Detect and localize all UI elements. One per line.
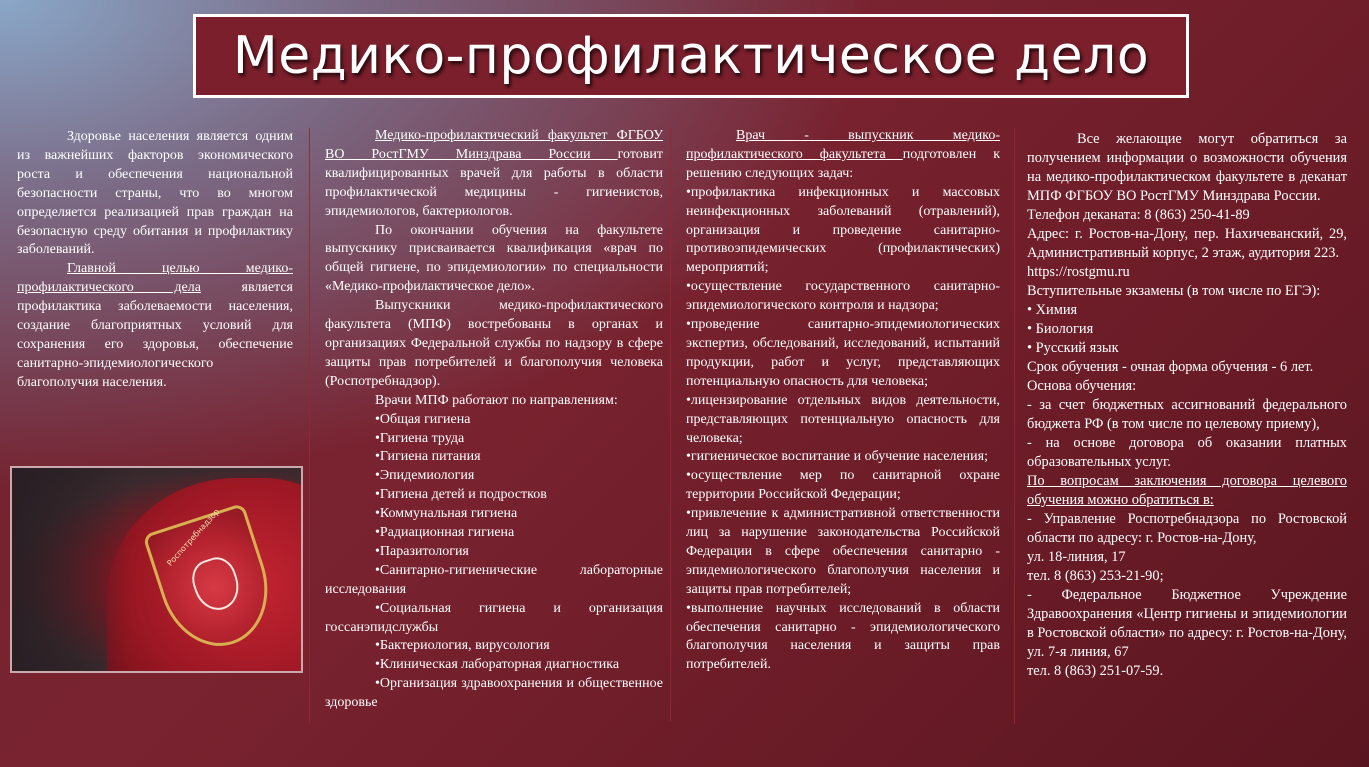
- basis-heading: Основа обучения:: [1027, 378, 1137, 394]
- task-item: •привлечение к административной ответственности лиц за нарушение законодательства Российской Федерации в сфере обеспечения санитарно - эпидемиологического благополучия населения и защиты прав потребителей;: [686, 506, 1000, 597]
- title-banner: [193, 14, 1189, 98]
- column-divider: [1014, 128, 1015, 724]
- graduate-title: Врач - выпускник медико-профилактического факультета: [686, 128, 1000, 162]
- direction-item: •Организация здравоохранения и общественное здоровье: [325, 676, 663, 711]
- page-title: Медико-профилактическое дело: [232, 26, 1150, 86]
- tasks-intro: [686, 127, 1000, 184]
- photo-shadow: [12, 468, 132, 673]
- contact-intro: Все желающие могут обратиться за получением информации о возможности обучения на медико-профилактическом факультете в деканат МПФ ФГБОУ ВО РостГМУ Минздрава России.: [1027, 131, 1347, 204]
- org1-name: - Управление Роспотребнадзора по Ростовской области по адресу: г. Ростов-на-Дону,: [1027, 511, 1347, 546]
- direction-item: •Гигиена труда: [375, 430, 465, 446]
- direction-item: •Радиационная гигиена: [375, 525, 515, 541]
- direction-item: •Общая гигиена: [375, 411, 471, 427]
- column-tasks: [686, 127, 1000, 675]
- target-training-heading: По вопросам заключения договора целевого обучения можно обратиться в:: [1027, 473, 1347, 508]
- basis-paid: - на основе договора об оказании платных образовательных услуг.: [1027, 435, 1347, 470]
- column-contacts: [1027, 130, 1347, 681]
- dean-address: Адрес: г. Ростов-на-Дону, пер. Нахичеванский, 29, Административный корпус, 2 этаж, аудитория 223.: [1027, 226, 1347, 261]
- exams-heading: Вступительные экзамены (в том числе по ЕГЭ):: [1027, 283, 1321, 299]
- intro-paragraph: Здоровье населения является одним из важнейших факторов экономического роста и обеспечения национальной безопасности страны, что во многом определяется реализацией прав граждан на безопасную среду обитания и профилактику заболеваний.: [17, 129, 293, 258]
- task-item: •лицензирование отдельных видов деятельности, представляющих потенциальную опасность для человека;: [686, 392, 1000, 446]
- qualification-paragraph: По окончании обучения на факультете выпускнику присваивается квалификация «врач по общей гигиене, по эпидемиологии» по специальности «Медико-профилактическое дело».: [325, 222, 663, 295]
- column-divider: [309, 128, 310, 724]
- dean-phone: Телефон деканата: 8 (863) 250-41-89: [1027, 207, 1250, 223]
- task-item: •гигиеническое воспитание и обучение населения;: [686, 449, 988, 465]
- column-intro: [17, 128, 293, 393]
- direction-item: •Социальная гигиена и организация госсанэпидслужбы: [325, 600, 663, 635]
- faculty-paragraph: [325, 127, 663, 222]
- column-faculty: [325, 127, 663, 713]
- column-divider: [670, 128, 671, 721]
- task-item: •профилактика инфекционных и массовых неинфекционных заболеваний (отравлений), организация и проведение санитарно-противоэпидемических (профилактических) мероприятий;: [686, 184, 1000, 276]
- org1-phone: тел. 8 (863) 253-21-90;: [1027, 568, 1164, 584]
- directions-heading: Врачи МПФ работают по направлениям:: [375, 392, 618, 408]
- study-duration: Срок обучения - очная форма обучения - 6 лет.: [1027, 359, 1314, 375]
- org1-street: ул. 18-линия, 17: [1027, 549, 1126, 565]
- task-item: •осуществление государственного санитарно-эпидемиологического контроля и надзора;: [686, 279, 1000, 314]
- faculty-name: Медико-профилактический факультет ФГБОУ ВО РостГМУ Минздрава России: [325, 128, 663, 162]
- website-link[interactable]: https://rostgmu.ru: [1027, 264, 1130, 280]
- task-item: •проведение санитарно-эпидемиологических экспертиз, обследований, исследований, испытаний продукции, работ и услуг, представляющих потенциальную опасность для человека;: [686, 317, 1000, 389]
- direction-item: •Санитарно-гигиенические лабораторные исследования: [325, 562, 663, 597]
- direction-item: •Гигиена детей и подростков: [375, 487, 547, 503]
- direction-item: •Бактериология, вирусология: [375, 638, 550, 654]
- graduates-paragraph: Выпускники медико-профилактического факультета (МПФ) востребованы в органах и организациях Федеральной службы по надзору в сфере защиты прав потребителей и благополучия человека (Роспотребнадзор).: [325, 298, 663, 389]
- direction-item: •Клиническая лабораторная диагностика: [375, 657, 620, 673]
- eagle-emblem-icon: [187, 553, 245, 616]
- exam-item: • Русский язык: [1027, 340, 1119, 356]
- patch-text: Роспотребнадзор: [165, 507, 222, 568]
- basis-budget: - за счет бюджетных ассигнований федерального бюджета РФ (в том числе по целевому приему),: [1027, 397, 1347, 432]
- exam-item: • Химия: [1027, 302, 1078, 318]
- exam-item: • Биология: [1027, 321, 1094, 337]
- direction-item: •Паразитология: [375, 543, 469, 559]
- goal-heading: Главной целью медико-профилактического дела: [17, 261, 293, 296]
- direction-item: •Коммунальная гигиена: [375, 506, 518, 522]
- org2-phone: тел. 8 (863) 251-07-59.: [1027, 663, 1164, 679]
- tasks-intro-text: подготовлен к решению следующих задач:: [686, 146, 1001, 181]
- direction-item: •Гигиена питания: [375, 449, 481, 465]
- faculty-text: готовит квалифицированных врачей для работы в области профилактической медицины - гигиенистов, эпидемиологов, бактериологов.: [325, 146, 663, 219]
- goal-text: является профилактика заболеваемости населения, создание благоприятных условий для сохранения его здоровья, обеспечение санитарно-эпидемиологического благополучия населения.: [17, 280, 293, 390]
- task-item: •осуществление мер по санитарной охране территории Российской Федерации;: [686, 468, 1000, 503]
- direction-item: •Эпидемиология: [375, 468, 475, 484]
- goal-paragraph: [17, 260, 293, 392]
- task-item: •выполнение научных исследований в области обеспечения санитарно - эпидемиологического благополучия населения и защиты прав потребителей.: [686, 600, 1000, 673]
- org2-name: - Федеральное Бюджетное Учреждение Здравоохранения «Центр гигиены и эпидемиологии в Ростовской области» по адресу: г. Ростов-на-Дону, ул. 7-я линия, 67: [1027, 587, 1347, 660]
- rospotrebnadzor-sleeve-photo: [10, 466, 303, 673]
